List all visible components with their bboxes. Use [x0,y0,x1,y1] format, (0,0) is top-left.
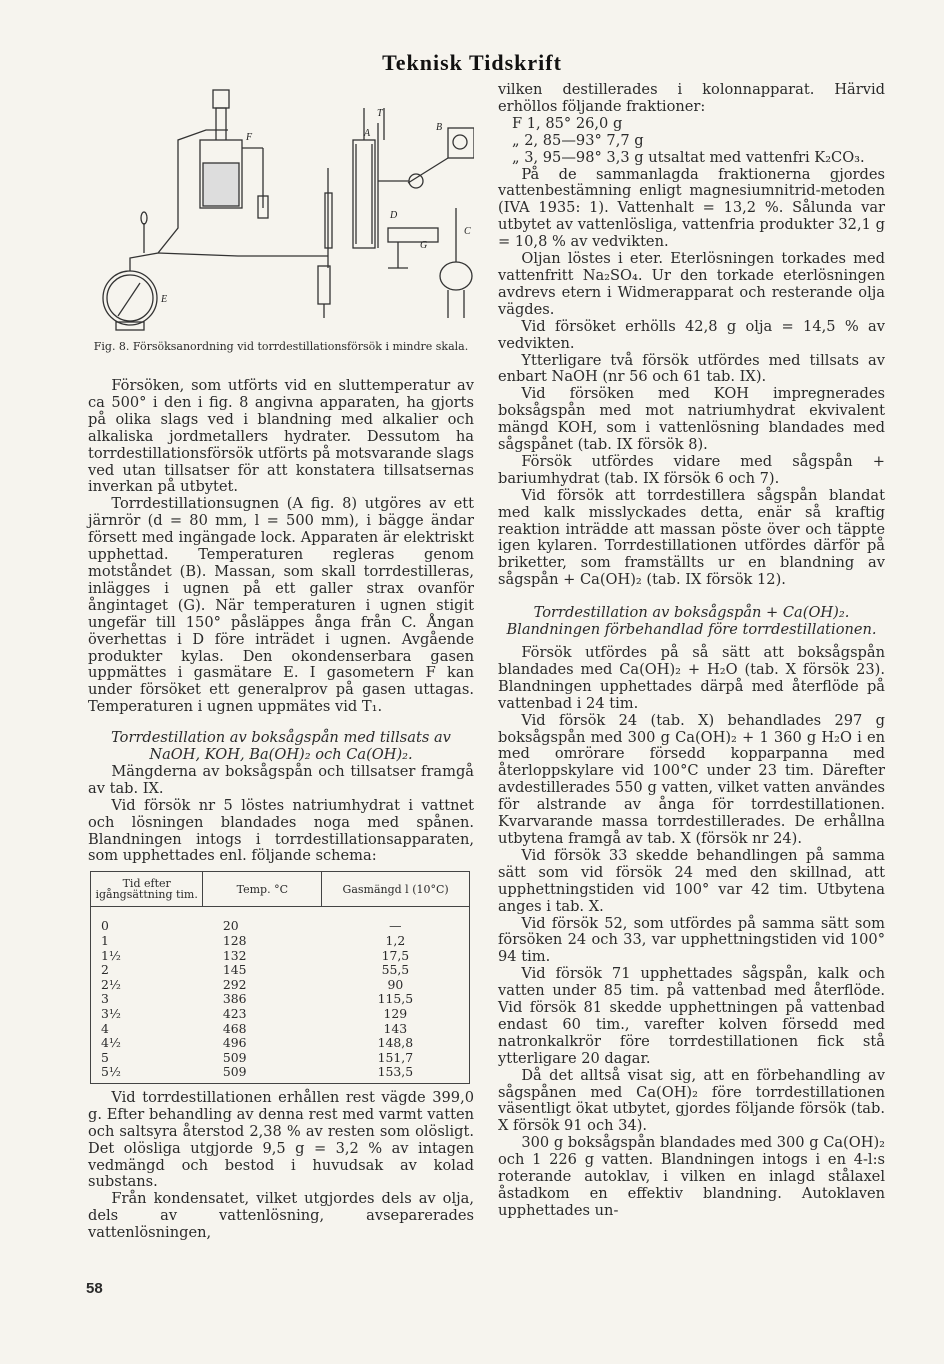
table-cell: 468 [222,1020,247,1036]
table-body [91,907,470,1084]
table-cell: 129 [383,1005,408,1021]
table-row [91,978,470,993]
table-row [91,934,470,949]
table-cell: 148,8 [377,1035,414,1051]
table-cell: 0 [101,918,109,934]
right-paragraph: vilken destillerades i kolonnapparat. Härvid erhöllos följande fraktioner: [498,81,885,115]
table-cell: 132 [222,947,247,963]
fig-label-g: G [420,240,428,251]
table-cell: 5 [101,1049,109,1065]
table-cell: 2½ [101,976,121,992]
heating-schedule-table [90,871,470,1084]
right-paragraph: Vid försöket erhölls 42,8 g olja = 14,5 % av vedvikten. [498,317,885,352]
apparatus-figure [88,78,474,340]
right-paragraph: Ytterligare två försök utfördes med tillsats av enbart NaOH (nr 56 och 61 tab. IX). [498,351,885,386]
right-paragraph: Då det alltså visat sig, att en förbehandling av sågspånen med Ca(OH)₂ före torrdestillationen väsentligt ökat utbytet, gjordes följande försök (tab. X försök 91 och 34). [498,1066,885,1135]
right-paragraph: Försök utfördes vidare med sågspån + bariumhydrat (tab. IX försök 6 och 7). [498,452,885,487]
right-paragraph: Vid försök 33 skedde behandlingen på samma sätt som vid försök 24 med den skillnad, att upphettningstiden vid 100° var 42 tim. Utbytena anges i tab. X. [498,846,885,915]
left-paragraph: Från kondensatet, vilket utgjordes dels av olja, dels av vattenlösning, avseparerades vattenlösningen, [88,1190,474,1242]
table-row [91,1007,470,1022]
fig-label-f: F [246,132,253,143]
resistor-b [448,128,474,158]
fig-label-d: D [390,210,398,221]
right-paragraph: Vid försök att torrdestillera sågspån blandat med kalk misslyckades detta, enär så kraftig reaktion inträdde att massan pöste över och täppte igen kylaren. Torrdestillationen utfördes därför på briketter, som framställts ur en blandning av sågspån + Ca(OH)₂ (tab. IX försök 12). [498,486,885,589]
table-row [91,907,470,934]
table-row [91,1022,470,1037]
table-cell: 386 [222,991,247,1007]
table-cell: 3 [101,991,109,1007]
table-cell: 4 [101,1020,109,1036]
table-row [91,1051,470,1066]
left-paragraph: Försöken, som utförts vid en sluttemperatur av ca 500° i den i fig. 8 angivna apparaten, ha gjorts på olika slags ved i blandning med alkalier och alkaliska jordmetallers hydrater. Dessutom ha torrdestillationsförsök utförts på motsvarande slags ved utan tillsatser för att konstatera tillsatsernas inverkan på utbytet. [88,377,474,496]
table-cell: 1,2 [385,932,406,948]
figure-caption: Fig. 8. Försöksanordning vid torrdestillationsförsök i mindre skala. [93,340,469,353]
table-cell: 151,7 [377,1049,414,1065]
table-cell: 5½ [101,1064,121,1080]
table-cell: 20 [222,918,239,934]
table-cell: 509 [222,1064,247,1080]
right-paragraph: Vid försök 71 upphettades sågspån, kalk och vatten under 85 tim. på vattenbad med återflöde. Vid försök 81 skedde upphettningen på vattenbad endast 60 tim., varefter kolven försedd med natronkalkrör före torrdestillationen fick stå ytterligare 20 dagar. [498,965,885,1067]
fraction-item: F 1, 85° 26,0 g [512,114,623,132]
table-cell: 55,5 [381,962,410,978]
table-cell: 143 [383,1020,408,1036]
table-row [91,1065,470,1083]
table-cell: 292 [222,976,247,992]
right-paragraph: Vid försök 52, som utfördes på samma sätt som försöken 24 och 33, var upphettningstiden vid 100° 94 tim. [498,914,885,966]
journal-masthead: Teknisk Tidskrift [382,50,562,75]
left-paragraph: Vid försök nr 5 löstes natriumhydrat i vattnet och lösningen blandades noga med spånen. Blandningen intogs i torrdestillationsapparaten, som upphettades enl. följande schema: [88,796,474,865]
table-cell: 1 [101,932,109,948]
table-cell: 90 [387,976,404,992]
right-paragraph: Vid försöken med KOH impregnerades boksågspån med mot natriumhydrat ekvivalent mängd KOH, som i vattenlösning blandades med sågspånet (tab. IX försök 8). [498,385,885,454]
table-row [91,1036,470,1051]
fig-label-b: B [436,122,443,133]
steam-flask-c [440,262,472,290]
right-paragraph: 300 g boksågspån blandades med 300 g Ca(OH)₂ och 1 226 g vatten. Blandningen intogs i en 4-l:s roterande autoklav, i vilken en inlagd stålaxel åstadkom en effektiv blandning. Autoklaven upphettades un- [498,1134,885,1219]
section-heading: Torrdestillation av boksågspån + Ca(OH)₂. Blandningen förbehandlad före torrdestillationen. [506,604,877,639]
table-cell: 1½ [101,947,121,963]
table-cell: 17,5 [381,947,410,963]
table-cell: 153,5 [377,1064,414,1080]
right-column [498,82,885,1220]
left-paragraph: Vid torrdestillationen erhållen rest vägde 399,0 g. Efter behandling av denna rest med varmt vatten och saltsyra återstod 2,38 % av resten som olösligt. Det olösliga utgjorde 9,5 g = 3,2 % av intagen vedmängd och bestod i huvudsak av kolad substans. [88,1088,474,1191]
superheater-d [388,228,438,242]
table-cell: 145 [222,962,247,978]
table-row [91,949,470,964]
section-heading: Torrdestillation av boksågspån med tillsats av NaOH, KOH, Ba(OH)₂ och Ca(OH)₂. [111,729,451,764]
table-row [91,963,470,978]
right-paragraph: Försök utfördes på så sätt att boksågspån blandades med Ca(OH)₂ + H₂O (tab. X försök 23). Blandningen upphettades därpå med återflöde på vattenbad i 24 tim. [498,644,885,712]
table-cell: 423 [222,1005,247,1021]
table-header-gas: Gasmängd l (10°C) [322,872,470,907]
table-cell: 128 [222,932,247,948]
table-cell: 3½ [101,1005,121,1021]
fraction-item: „ 3, 95—98° 3,3 g utsaltat med vattenfri K₂CO₃. [512,148,865,166]
fraction-item: „ 2, 85—93° 7,7 g [512,131,644,149]
left-paragraph: Mängderna av boksågspån och tillsatser framgå av tab. IX. [88,762,474,797]
table-header-time: Tid efter igångsättning tim. [91,872,203,907]
fig-label-t: T [377,108,383,119]
page-number: 58 [86,1280,103,1297]
right-paragraph: På de sammanlagda fraktionerna gjordes vattenbestämning enligt magnesiumnitrid-metoden (IVA 1935: 1). Vattenhalt = 13,2 %. Sålunda var utbytet av vattenlösliga, vattenfria produkter 32,1 g = 10,8 % av vedvikten. [498,165,885,251]
table-cell: 115,5 [377,991,414,1007]
fraction-list [512,116,885,167]
right-paragraph: Oljan löstes i eter. Eterlösningen torkades med vattenfritt Na₂SO₄. Ur den torkade eterlösningen avdrevs etern i Widmerapparat och resterande olja vägdes. [498,250,885,318]
table-cell: 2 [101,962,109,978]
table-cell: — [389,918,402,934]
table-row [91,992,470,1007]
fig-label-e: E [161,294,168,305]
table-cell: 496 [222,1035,247,1051]
table-cell: 4½ [101,1035,121,1051]
left-paragraph: Torrdestillationsugnen (A fig. 8) utgöres av ett järnrör (d = 80 mm, l = 500 mm), i bägge ändar försett med ingängade lock. Apparaten är elektriskt upphettad. Temperaturen regleras genom motståndet (B). Massan, som skall torrdestilleras, inlägges i ugnen på ett galler strax ovanför ångintaget (G). När temperaturen i ugnen stigit ungefär till 150° påsläppes ånga från C. Ångan överhettas i D före inträdet i ugnen. Avgående produkter kylas. Den okondenserbara gasen uppmättes i gasmätare E. I gasometern F kan under försöket ett generalprov på gasen uttagas. Temperaturen i ugnen uppmätes vid T₁. [88,495,474,716]
table-cell: 509 [222,1049,247,1065]
left-column [88,378,474,1242]
right-paragraph: Vid försök 24 (tab. X) behandlades 297 g boksågspån med 300 g Ca(OH)₂ + 1 360 g H₂O i en med omrörare försedd kopparpanna med återloppskylare vid 100°C under 23 tim. Därefter avdestillerades 550 g vatten, vilket vatten användes för alstrande av ånga för torrdestillationen. Kvarvarande massa torrdestillerades. De erhållna utbytena framgå av tab. X (försök nr 24). [498,711,885,847]
table-header-temp: Temp. °C [203,872,322,907]
fig-label-a: A [364,128,371,139]
fig-label-c: C [464,226,471,237]
